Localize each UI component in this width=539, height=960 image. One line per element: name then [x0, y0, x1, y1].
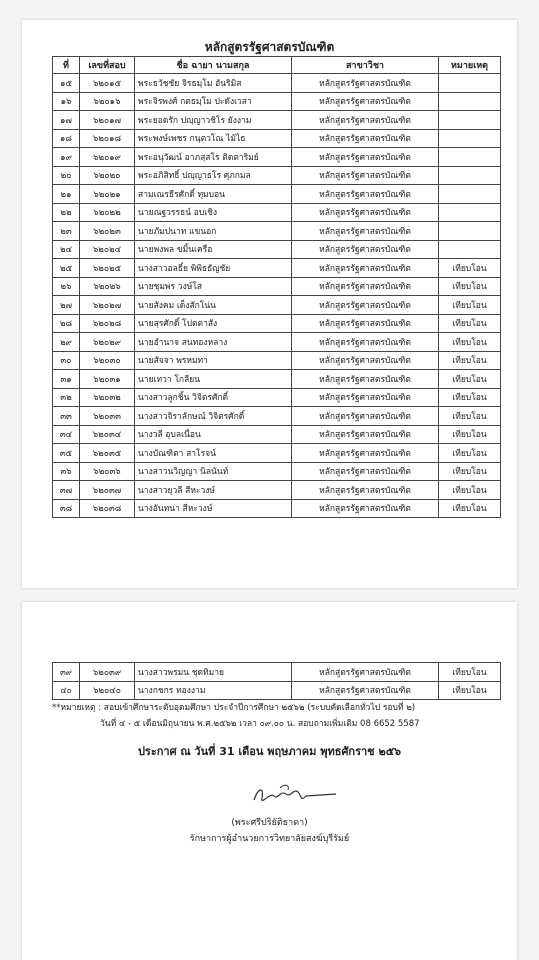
cell-program: หลักสูตรรัฐศาสตรบัณฑิต — [292, 388, 439, 407]
cell-program: หลักสูตรรัฐศาสตรบัณฑิต — [292, 370, 439, 389]
table-row — [53, 314, 501, 333]
cell-no: ๔๐ — [53, 681, 80, 700]
cell-name: นายสัจจา พรหมทา — [135, 351, 292, 370]
cell-exam-id: ๖๒๐๒๕ — [80, 259, 135, 278]
cell-no: ๒๓ — [53, 222, 80, 241]
cell-note: เทียบโอน — [439, 663, 501, 682]
cell-no: ๒๕ — [53, 259, 80, 278]
announcement-date: ประกาศ ณ วันที่ 31 เดือน พฤษภาคม พุทธศักราช ๒๕๖ — [137, 745, 402, 758]
cell-name: นางสาวพรมน ชุดทิมาย — [135, 663, 292, 682]
cell-no: ๓๓ — [53, 407, 80, 426]
cell-no: ๒๒ — [53, 203, 80, 222]
cell-program: หลักสูตรรัฐศาสตรบัณฑิต — [292, 148, 439, 167]
cell-program: หลักสูตรรัฐศาสตรบัณฑิต — [292, 277, 439, 296]
table-row — [53, 296, 501, 315]
cell-program: หลักสูตรรัฐศาสตรบัณฑิต — [292, 481, 439, 500]
cell-exam-id: ๖๒๐๒๐ — [80, 166, 135, 185]
cell-program: หลักสูตรรัฐศาสตรบัณฑิต — [292, 111, 439, 130]
cell-program: หลักสูตรรัฐศาสตรบัณฑิต — [292, 92, 439, 111]
cell-note — [439, 92, 501, 111]
cell-note: เทียบโอน — [439, 351, 501, 370]
cell-no: ๓๗ — [53, 481, 80, 500]
cell-note: เทียบโอน — [439, 481, 501, 500]
cell-no: ๒๘ — [53, 314, 80, 333]
cell-name: นางสาวลูกชิ้น วิจิตรศักดิ์ — [135, 388, 292, 407]
cell-exam-id: ๖๒๐๓๗ — [80, 481, 135, 500]
cell-note: เทียบโอน — [439, 259, 501, 278]
cell-program: หลักสูตรรัฐศาสตรบัณฑิต — [292, 462, 439, 481]
cell-no: ๒๙ — [53, 333, 80, 352]
cell-note — [439, 185, 501, 204]
cell-name: พระอภิสิทธิ์ ปญฺญาธโร ศุภกมล — [135, 166, 292, 185]
cell-exam-id: ๖๒๐๓๔ — [80, 425, 135, 444]
cell-note: เทียบโอน — [439, 462, 501, 481]
cell-name: นางวลี อุบลเนื่อน — [135, 425, 292, 444]
header-name: ชื่อ ฉายา นามสกุล — [135, 57, 292, 74]
cell-program: หลักสูตรรัฐศาสตรบัณฑิต — [292, 407, 439, 426]
cell-no: ๓๙ — [53, 663, 80, 682]
cell-program: หลักสูตรรัฐศาสตรบัณฑิต — [292, 259, 439, 278]
table-row — [53, 74, 501, 93]
table-row — [53, 462, 501, 481]
cell-exam-id: ๖๒๐๓๐ — [80, 351, 135, 370]
cell-exam-id: ๖๒๐๒๘ — [80, 314, 135, 333]
cell-exam-id: ๖๒๐๓๖ — [80, 462, 135, 481]
table-row — [53, 407, 501, 426]
cell-name: นายเทวา โกลียน — [135, 370, 292, 389]
cell-name: นายภัมปนาท แขนอก — [135, 222, 292, 241]
table-row — [53, 681, 501, 700]
cell-name: พระอนุวัฒน์ อาภสฺสโร ติดตาริมย์ — [135, 148, 292, 167]
cell-no: ๓๒ — [53, 388, 80, 407]
cell-name: พระธวัชชัย จิรธมฺโม อันริมิส — [135, 74, 292, 93]
cell-exam-id: ๖๒๐๒๙ — [80, 333, 135, 352]
cell-program: หลักสูตรรัฐศาสตรบัณฑิต — [292, 314, 439, 333]
header-no: ที่ — [53, 57, 80, 74]
table-row — [53, 222, 501, 241]
cell-exam-id: ๖๒๐๑๘ — [80, 129, 135, 148]
table-row — [53, 129, 501, 148]
remark-line-1: **หมายเหตุ : สอบเข้าศึกษาระดับอุดมศึกษา ประจำปีการศึกษา ๒๕๖๒ (ระบบคัดเลือกทั่วไป รอบที่ ๒) — [52, 703, 416, 713]
cell-program: หลักสูตรรัฐศาสตรบัณฑิต — [292, 203, 439, 222]
cell-note — [439, 111, 501, 130]
cell-exam-id: ๖๒๐๔๐ — [80, 681, 135, 700]
table-row — [53, 499, 501, 518]
table-row — [53, 481, 501, 500]
cell-name: นายสังคม เด็งสักโน่น — [135, 296, 292, 315]
cell-note: เทียบโอน — [439, 296, 501, 315]
table-row — [53, 388, 501, 407]
cell-no: ๒๖ — [53, 277, 80, 296]
table-row — [53, 370, 501, 389]
table-row — [53, 185, 501, 204]
cell-name: นายสุรศักดิ์ โปตตาสัง — [135, 314, 292, 333]
cell-name: นางบัณฑิตา สาโรจน์ — [135, 444, 292, 463]
table-row — [53, 259, 501, 278]
cell-note: เทียบโอน — [439, 314, 501, 333]
cell-program: หลักสูตรรัฐศาสตรบัณฑิต — [292, 663, 439, 682]
cell-note: เทียบโอน — [439, 370, 501, 389]
header-program: สาขาวิชา — [292, 57, 439, 74]
table-row — [53, 148, 501, 167]
table-row — [53, 425, 501, 444]
cell-exam-id: ๖๒๐๒๖ — [80, 277, 135, 296]
cell-note: เทียบโอน — [439, 425, 501, 444]
cell-exam-id: ๖๒๐๑๗ — [80, 111, 135, 130]
cell-no: ๒๗ — [53, 296, 80, 315]
cell-note — [439, 129, 501, 148]
table-row — [53, 111, 501, 130]
cell-program: หลักสูตรรัฐศาสตรบัณฑิต — [292, 240, 439, 259]
cell-note — [439, 74, 501, 93]
candidate-table-2 — [52, 662, 501, 700]
cell-name: พระจิรพงศ์ กตธมฺโม ปะดังเวสา — [135, 92, 292, 111]
cell-no: ๑๙ — [53, 148, 80, 167]
table-row — [53, 277, 501, 296]
header-note: หมายเหตุ — [439, 57, 501, 74]
document-title: หลักสูตรรัฐศาสตรบัณฑิต — [204, 40, 335, 54]
cell-note: เทียบโอน — [439, 444, 501, 463]
cell-no: ๒๑ — [53, 185, 80, 204]
signatory-title: รักษาการผู้อำนวยการวิทยาลัยสงฆ์บุรีรัมย์ — [189, 834, 350, 844]
cell-name: นางสาวจิราลักษณ์ วิจิตรศักดิ์ — [135, 407, 292, 426]
table-row — [53, 444, 501, 463]
cell-no: ๒๔ — [53, 240, 80, 259]
signatory-name: (พระศรีปริยัติธาดา) — [231, 818, 308, 828]
document-page-2 — [22, 602, 517, 960]
cell-note: เทียบโอน — [439, 388, 501, 407]
cell-exam-id: ๖๒๐๓๓ — [80, 407, 135, 426]
cell-note: เทียบโอน — [439, 681, 501, 700]
cell-note — [439, 240, 501, 259]
cell-program: หลักสูตรรัฐศาสตรบัณฑิต — [292, 296, 439, 315]
cell-exam-id: ๖๒๐๓๘ — [80, 499, 135, 518]
table-row — [53, 333, 501, 352]
cell-no: ๑๕ — [53, 74, 80, 93]
cell-exam-id: ๖๒๐๑๙ — [80, 148, 135, 167]
cell-note — [439, 166, 501, 185]
cell-no: ๓๖ — [53, 462, 80, 481]
cell-name: นางสาวยุวลี สีหะวงษ์ — [135, 481, 292, 500]
candidate-table-1 — [52, 56, 501, 518]
table-row — [53, 240, 501, 259]
cell-name: นายณฐวรรธน์ อบเชิง — [135, 203, 292, 222]
table-row — [53, 203, 501, 222]
cell-no: ๓๐ — [53, 351, 80, 370]
cell-program: หลักสูตรรัฐศาสตรบัณฑิต — [292, 222, 439, 241]
cell-program: หลักสูตรรัฐศาสตรบัณฑิต — [292, 166, 439, 185]
cell-exam-id: ๖๒๐๒๒ — [80, 203, 135, 222]
cell-exam-id: ๖๒๐๓๑ — [80, 370, 135, 389]
cell-program: หลักสูตรรัฐศาสตรบัณฑิต — [292, 499, 439, 518]
cell-no: ๓๕ — [53, 444, 80, 463]
cell-no: ๒๐ — [53, 166, 80, 185]
cell-exam-id: ๖๒๐๒๔ — [80, 240, 135, 259]
cell-note: เทียบโอน — [439, 407, 501, 426]
cell-program: หลักสูตรรัฐศาสตรบัณฑิต — [292, 444, 439, 463]
cell-name: นางกชกร ทองงาม — [135, 681, 292, 700]
cell-no: ๑๖ — [53, 92, 80, 111]
cell-name: นางสาวอลธิ์ย พิพิธธัญชัย — [135, 259, 292, 278]
table-row — [53, 663, 501, 682]
cell-name: นางสาวนวิญญา นิลนันท์ — [135, 462, 292, 481]
signature-image — [250, 780, 340, 812]
table-row — [53, 166, 501, 185]
cell-name: นางอันทนา สีหะวงษ์ — [135, 499, 292, 518]
cell-exam-id: ๖๒๐๒๑ — [80, 185, 135, 204]
cell-exam-id: ๖๒๐๑๕ — [80, 74, 135, 93]
cell-exam-id: ๖๒๐๓๒ — [80, 388, 135, 407]
cell-exam-id: ๖๒๐๒๓ — [80, 222, 135, 241]
header-id: เลขที่สอบ — [80, 57, 135, 74]
cell-name: พระยอดรัก ปญฺญาวชิโร ยังงาม — [135, 111, 292, 130]
cell-note — [439, 148, 501, 167]
table-row — [53, 351, 501, 370]
cell-no: ๓๑ — [53, 370, 80, 389]
cell-no: ๑๗ — [53, 111, 80, 130]
cell-program: หลักสูตรรัฐศาสตรบัณฑิต — [292, 425, 439, 444]
cell-exam-id: ๖๒๐๓๕ — [80, 444, 135, 463]
cell-program: หลักสูตรรัฐศาสตรบัณฑิต — [292, 74, 439, 93]
cell-program: หลักสูตรรัฐศาสตรบัณฑิต — [292, 185, 439, 204]
cell-program: หลักสูตรรัฐศาสตรบัณฑิต — [292, 351, 439, 370]
cell-exam-id: ๖๒๐๑๖ — [80, 92, 135, 111]
cell-note: เทียบโอน — [439, 499, 501, 518]
cell-program: หลักสูตรรัฐศาสตรบัณฑิต — [292, 333, 439, 352]
table-header-row — [53, 57, 501, 74]
cell-note: เทียบโอน — [439, 277, 501, 296]
cell-program: หลักสูตรรัฐศาสตรบัณฑิต — [292, 129, 439, 148]
cell-no: ๑๘ — [53, 129, 80, 148]
cell-name: นายชุมพร วงษ์โส — [135, 277, 292, 296]
cell-exam-id: ๖๒๐๒๗ — [80, 296, 135, 315]
document-page-1 — [22, 20, 517, 588]
cell-note — [439, 222, 501, 241]
table-row — [53, 92, 501, 111]
cell-program: หลักสูตรรัฐศาสตรบัณฑิต — [292, 681, 439, 700]
cell-note: เทียบโอน — [439, 333, 501, 352]
cell-exam-id: ๖๒๐๓๙ — [80, 663, 135, 682]
cell-name: นายอำนาจ สนทองหลาง — [135, 333, 292, 352]
cell-no: ๓๘ — [53, 499, 80, 518]
cell-name: สามเณรธีรศักดิ์ ทุมบอน — [135, 185, 292, 204]
cell-name: พระพงษ์เพชร กนฺตวโณ ไม้ไธ — [135, 129, 292, 148]
remark-line-2: วันที่ ๔ - ๕ เดือนมิถุนายน พ.ศ.๒๕๖๒ เวลา ๐๙.๐๐ น. สอบถามเพิ่มเติม 08 6652 5587 — [100, 719, 420, 729]
cell-name: นายพงพล ขมิ้นเครือ — [135, 240, 292, 259]
cell-no: ๓๔ — [53, 425, 80, 444]
cell-note — [439, 203, 501, 222]
